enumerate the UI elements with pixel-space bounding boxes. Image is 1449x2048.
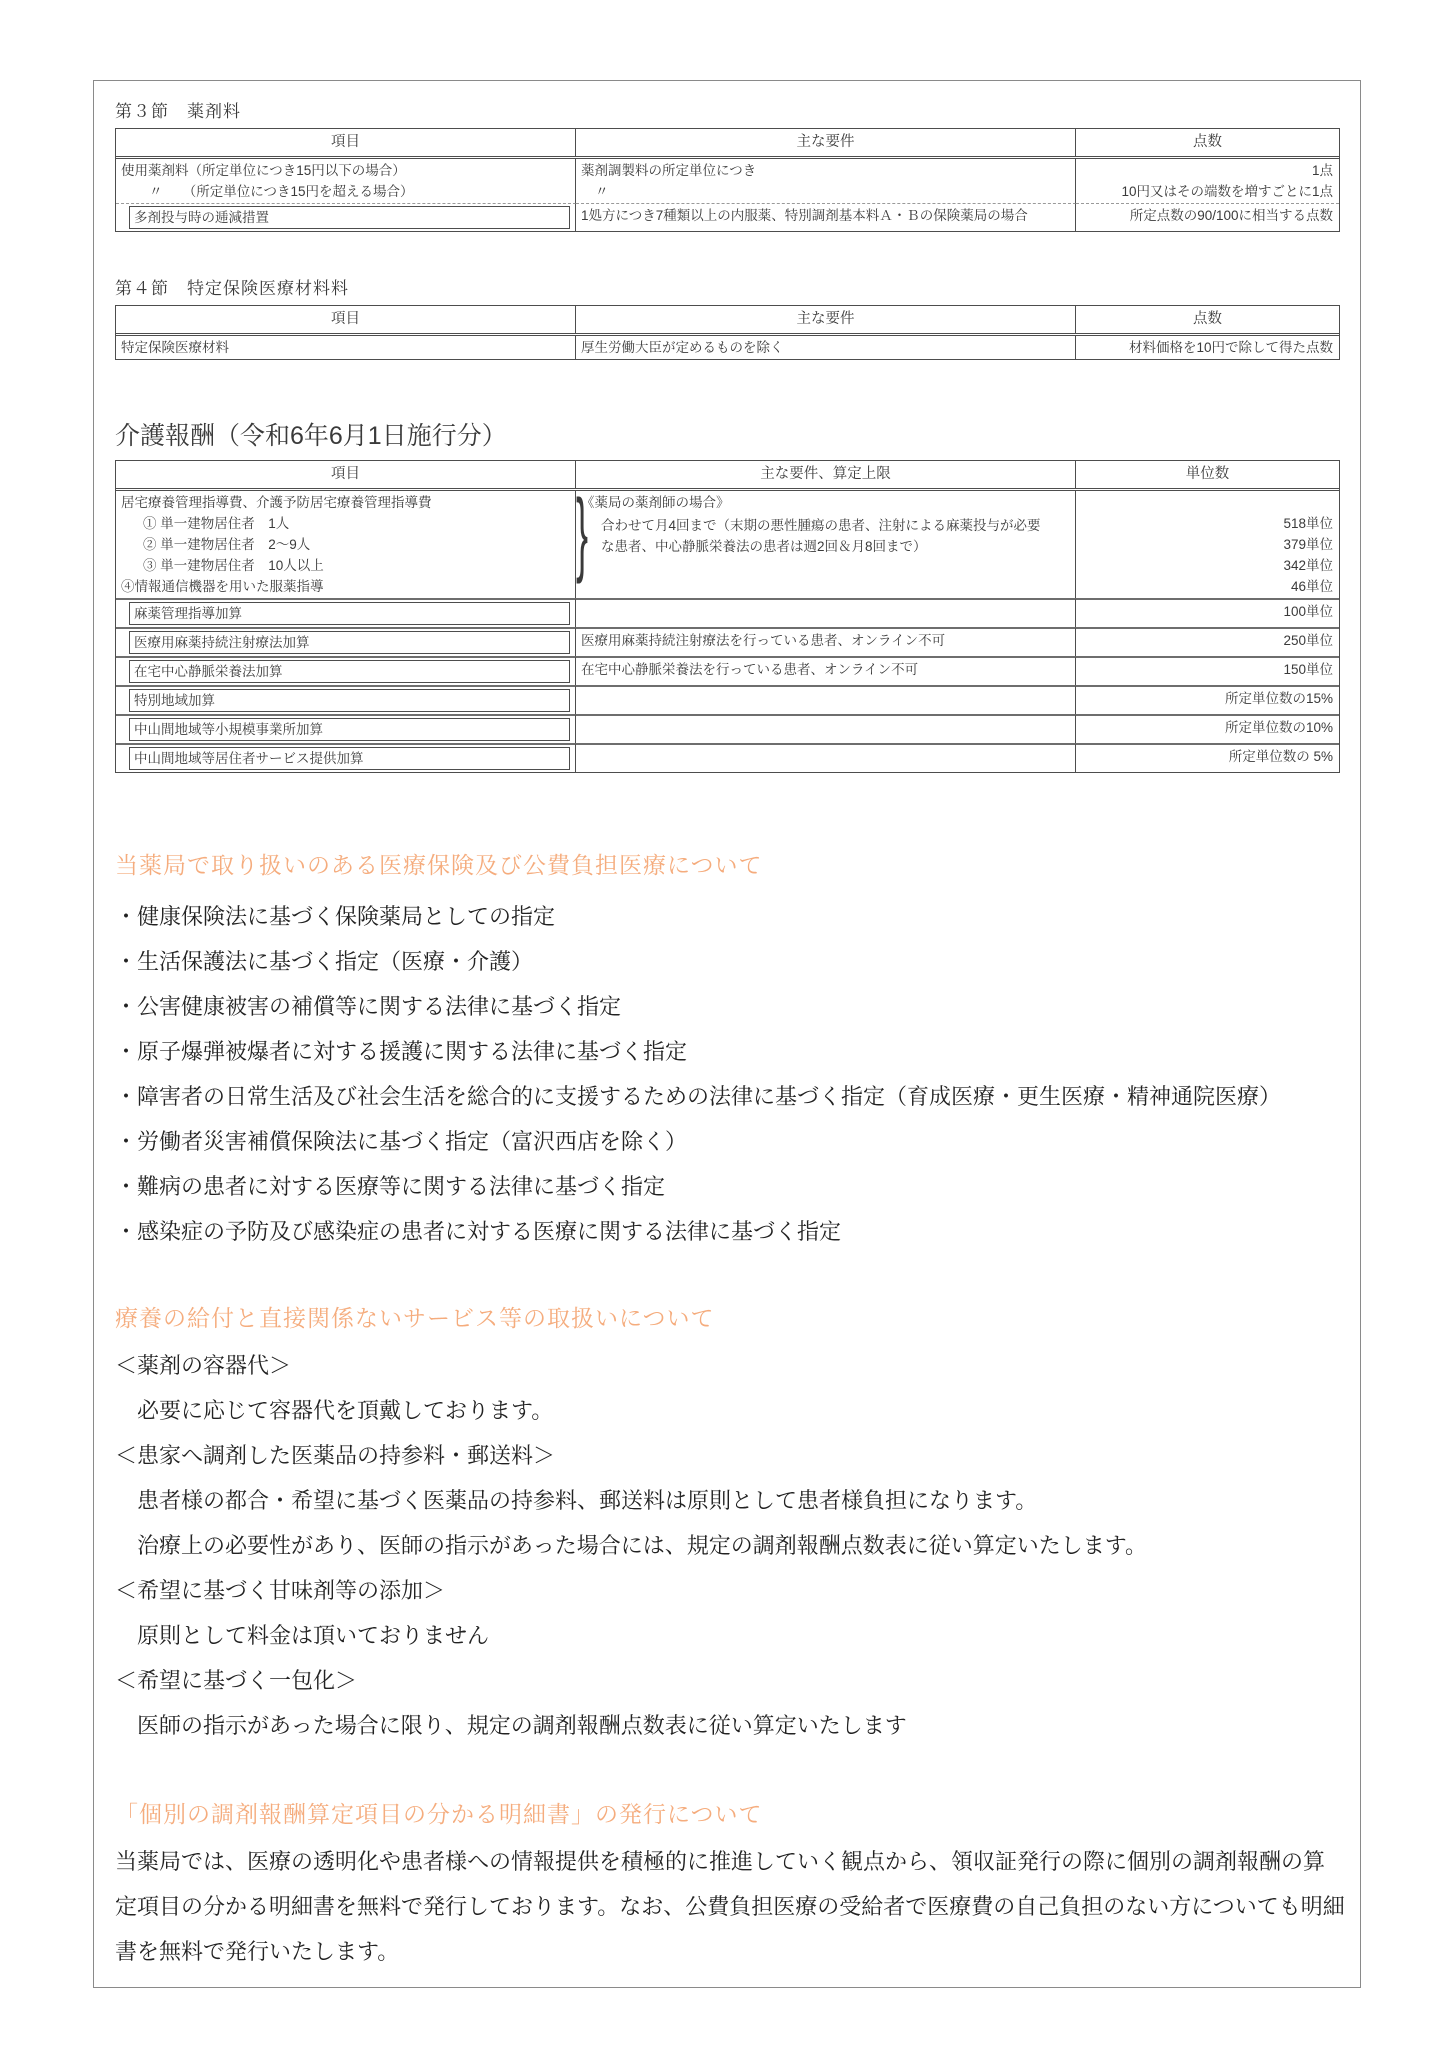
table-header-row [116, 461, 1339, 491]
section3-title: 第３節 薬剤料 [115, 102, 241, 121]
table-row [116, 336, 1339, 359]
item-cell [116, 203, 576, 231]
service-text: 原則として料金は頂いておりません [137, 1623, 490, 1648]
units-cell [1076, 491, 1339, 598]
header-item: 項目 [116, 306, 576, 333]
drug-fee-table [115, 128, 1340, 232]
units-cell: 所定単位数の 5% [1076, 743, 1339, 772]
units-value: 379単位 [1283, 537, 1333, 552]
item-cell [116, 743, 576, 772]
table-header-row [116, 306, 1339, 336]
requirement-cell [576, 714, 1076, 743]
special-material-table [115, 305, 1340, 360]
requirement-cell: 厚生労働大臣が定めるものを除く [576, 336, 1076, 359]
table-row [116, 203, 1339, 231]
points-line: 1点 [1311, 163, 1333, 178]
table-row [116, 159, 1339, 203]
units-cell: 100単位 [1076, 598, 1339, 627]
bullet-item: ・労働者災害補償保険法に基づく指定（富沢西店を除く） [115, 1129, 688, 1154]
receipt-section-heading: 「個別の調剤報酬算定項目の分かる明細書」の発行について [115, 1802, 763, 1827]
points-line: 10円又はその端数を増すごとに1点 [1121, 184, 1333, 199]
requirement-cell: 1処方につき7種類以上の内服薬、特別調剤基本料Ａ・Ｂの保険薬局の場合 [576, 203, 1076, 231]
service-text: 患者様の都合・希望に基づく医薬品の持参料、郵送料は原則として患者様負担になります。 [137, 1488, 1038, 1513]
item-title: 居宅療養管理指導費、介護予防居宅療養管理指導費 [121, 495, 432, 510]
item-subline: ③ 単一建物居住者 10人以上 [143, 558, 324, 573]
item-cell [116, 598, 576, 627]
item-subline: ② 単一建物居住者 2～9人 [143, 537, 311, 552]
header-units: 単位数 [1185, 466, 1230, 482]
header-requirement: 主な要件 [576, 129, 1076, 156]
bullet-item: ・公害健康被害の補償等に関する法律に基づく指定 [115, 994, 622, 1019]
requirement-title: 《薬局の薬剤師の場合》 [581, 495, 730, 510]
service-subheading: ＜希望に基づく一包化＞ [115, 1668, 358, 1693]
table-row [116, 685, 1339, 714]
units-cell: 250単位 [1076, 627, 1339, 656]
service-text: 医師の指示があった場合に限り、規定の調剤報酬点数表に従い算定いたします [137, 1713, 907, 1738]
units-value: 518単位 [1283, 516, 1333, 531]
header-requirement-limit: 主な要件、算定上限 [576, 461, 1076, 488]
item-cell [116, 714, 576, 743]
service-subheading: ＜薬剤の容器代＞ [115, 1353, 292, 1378]
guidance-fee-group-row [116, 483, 1339, 598]
insurance-bullet-list [115, 894, 1339, 1254]
header-item: 項目 [116, 129, 576, 156]
bullet-item: ・難病の患者に対する医療等に関する法律に基づく指定 [115, 1174, 666, 1199]
requirement-cell: 医療用麻薬持続注射療法を行っている患者、オンライン不可 [576, 627, 1076, 656]
item-label: 中山間地域等小規模事業所加算 [129, 718, 570, 741]
bullet-item: ・原子爆弾被爆者に対する援護に関する法律に基づく指定 [115, 1039, 688, 1064]
units-value: 342単位 [1283, 558, 1333, 573]
requirement-cell [576, 598, 1076, 627]
points-cell [1076, 159, 1339, 203]
section4-title: 第４節 特定保険医療材料料 [115, 279, 349, 298]
item-subline: ① 単一建物居住者 1人 [143, 516, 290, 531]
units-cell: 150単位 [1076, 656, 1339, 685]
item-cell [116, 627, 576, 656]
bullet-item: ・健康保険法に基づく保険薬局としての指定 [115, 904, 556, 929]
requirement-line: 〃 [595, 184, 609, 199]
requirement-cell [576, 743, 1076, 772]
header-item: 項目 [116, 461, 576, 488]
item-label: 麻薬管理指導加算 [129, 602, 570, 625]
item-label: 医療用麻薬持続注射療法加算 [129, 631, 570, 654]
blank-line [1082, 492, 1333, 513]
requirement-cell: 在宅中心静脈栄養法を行っている患者、オンライン不可 [576, 656, 1076, 685]
table-header-row [116, 129, 1339, 159]
header-points: 点数 [1193, 134, 1222, 150]
table-row [116, 743, 1339, 772]
service-subheading: ＜患家へ調剤した医薬品の持参料・郵送料＞ [115, 1443, 556, 1468]
item-line: 使用薬剤料（所定単位につき15円以下の場合） [121, 163, 406, 178]
requirement-cell [576, 159, 1076, 203]
service-text: 必要に応じて容器代を頂戴しております。 [137, 1398, 554, 1423]
requirement-note: 合わせて月4回まで（末期の悪性腫瘍の患者、注射による麻薬投与が必要な患者、中心静脈栄養法の患者は週2回＆月8回まで） [601, 518, 1041, 554]
kaigo-hoshu-table [115, 460, 1340, 773]
requirement-cell [575, 483, 1076, 598]
item-label: 特別地域加算 [129, 689, 570, 712]
bullet-item: ・障害者の日常生活及び社会生活を総合的に支援するための法律に基づく指定（育成医療・更生医療・精神通院医療） [115, 1084, 1282, 1109]
table-row [116, 714, 1339, 743]
units-cell: 所定単位数の15% [1076, 685, 1339, 714]
item-subline: ④情報通信機器を用いた服薬指導 [121, 579, 324, 594]
item-cell: 特定保険医療材料 [116, 336, 576, 359]
points-cell: 材料価格を10円で除して得た点数 [1128, 340, 1333, 355]
table-row [116, 627, 1339, 656]
bullet-item: ・生活保護法に基づく指定（医療・介護） [115, 949, 534, 974]
service-text: 治療上の必要性があり、医師の指示があった場合には、規定の調剤報酬点数表に従い算定いたします。 [137, 1533, 1148, 1558]
header-points: 点数 [1193, 311, 1222, 327]
bullet-item: ・感染症の予防及び感染症の患者に対する医療に関する法律に基づく指定 [115, 1219, 842, 1244]
requirement-cell [576, 685, 1076, 714]
item-cell [116, 491, 576, 598]
kaigo-hoshu-title: 介護報酬（令和6年6月1日施行分） [115, 422, 507, 450]
item-cell [116, 685, 576, 714]
item-cell [116, 159, 576, 203]
curly-brace-glyph: } [575, 483, 589, 586]
points-cell: 所定点数の90/100に相当する点数 [1076, 203, 1339, 231]
units-cell: 所定単位数の10% [1076, 714, 1339, 743]
item-label: 中山間地域等居住者サービス提供加算 [129, 747, 570, 770]
service-section-heading: 療養の給付と直接関係ないサービス等の取扱いについて [115, 1306, 715, 1331]
table-row [116, 656, 1339, 685]
header-requirement: 主な要件 [576, 306, 1076, 333]
table-row [116, 598, 1339, 627]
receipt-section-paragraph: 当薬局では、医療の透明化や患者様への情報提供を積極的に推進していく観点から、領収証発行の際に個別の調剤報酬の算定項目の分かる明細書を無料で発行しております。なお、公費負担医療の受給者で医療費の自己負担のない方についても明細書を無料で発行いたします。 [115, 1849, 1345, 1964]
item-label: 在宅中心静脈栄養法加算 [129, 660, 570, 683]
requirement-line: 薬剤調製料の所定単位につき [581, 163, 757, 178]
item-label: 多剤投与時の逓減措置 [129, 206, 570, 229]
insurance-section-heading: 当薬局で取り扱いのある医療保険及び公費負担医療について [115, 853, 763, 878]
item-cell [116, 656, 576, 685]
units-value: 46単位 [1290, 579, 1333, 594]
service-subheading: ＜希望に基づく甘味剤等の添加＞ [115, 1578, 446, 1603]
item-line: 〃 （所定単位につき15円を超える場合） [149, 184, 414, 199]
page-border-frame [93, 80, 1361, 1988]
service-section-body [115, 1343, 1339, 1748]
